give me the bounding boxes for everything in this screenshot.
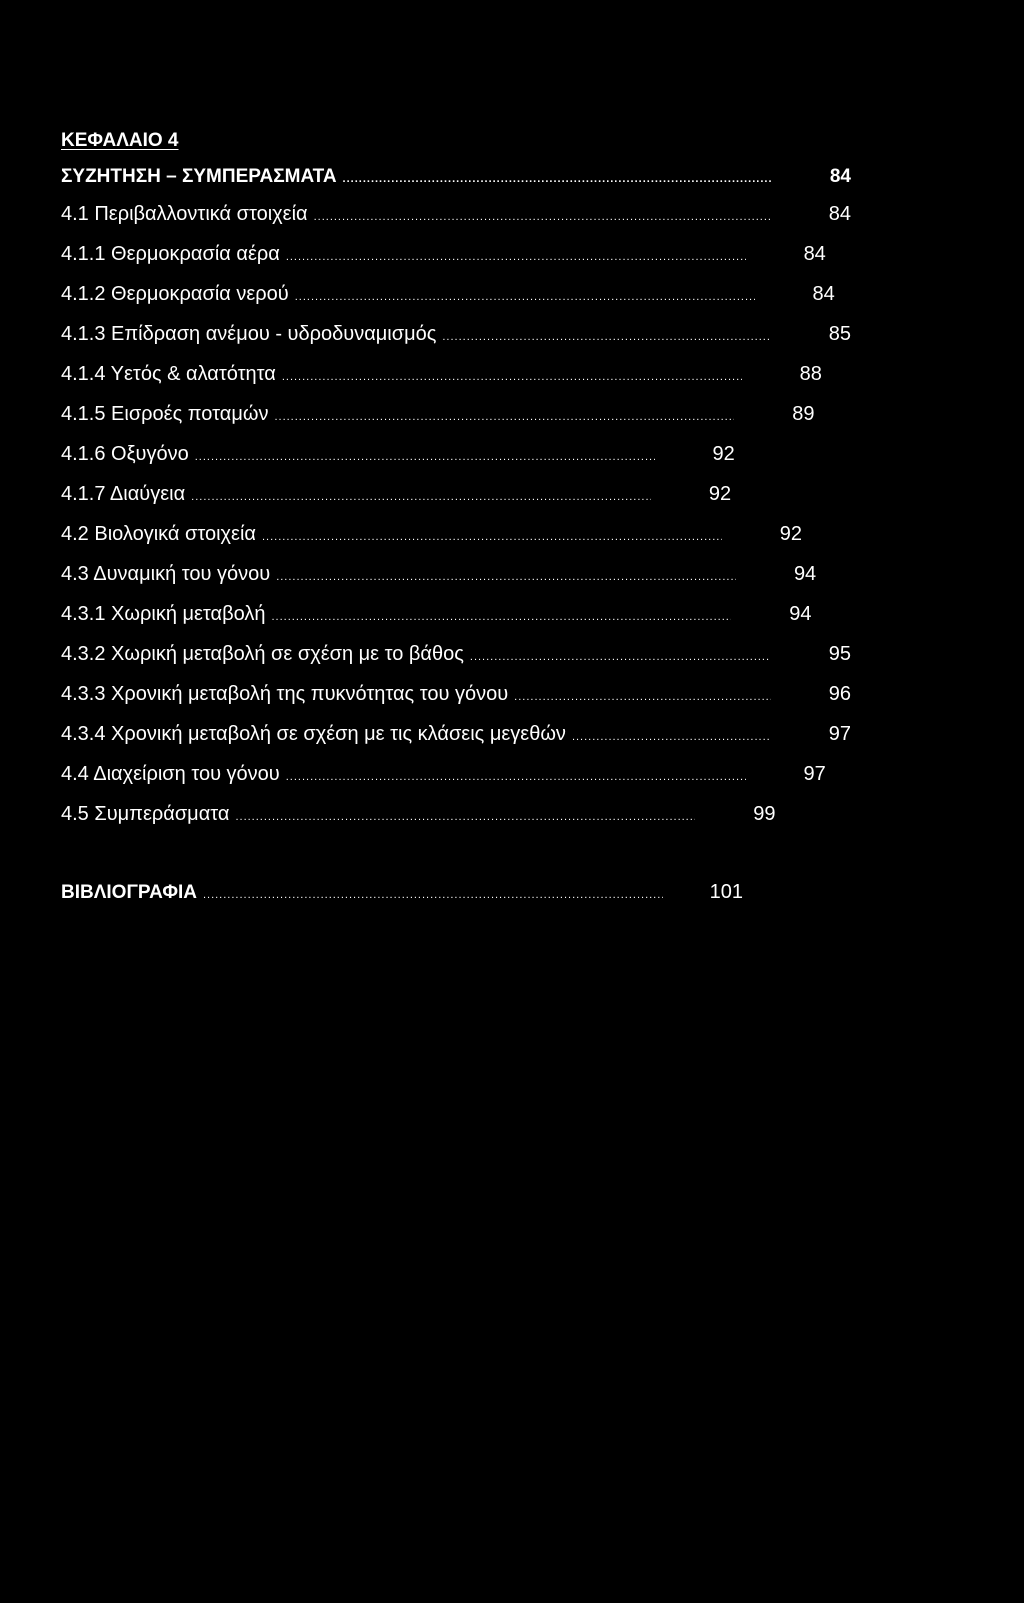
- toc-entry: [61, 594, 851, 634]
- dot-leader: [191, 477, 651, 517]
- toc-entry-page: 84: [803, 243, 826, 265]
- toc-entry-page: 94: [793, 563, 817, 585]
- toc-entry-label: 4.2 Βιολογικά στοιχεία: [61, 523, 256, 545]
- toc-entry-label: ΣΥΖΗΤΗΣΗ – ΣΥΜΠΕΡΑΣΜΑΤΑ: [61, 166, 337, 187]
- toc-entry-label: 4.3.3 Χρονική μεταβολή της πυκνότητας του γόνου: [61, 683, 509, 705]
- dot-leader: [295, 277, 755, 317]
- toc-entry-label: 4.3.2 Χωρική μεταβολή σε σχέση με το βάθος: [61, 643, 464, 665]
- toc-entry: [61, 754, 851, 794]
- toc-entry-bibliography: [61, 872, 851, 912]
- toc-entry-label: 4.1.1 Θερμοκρασία αέρα: [61, 243, 280, 265]
- dot-leader: [514, 677, 771, 717]
- toc-entry-page: 84: [812, 283, 835, 305]
- toc-entry: [61, 474, 851, 514]
- toc-entry: [61, 274, 851, 314]
- toc-entry-label: 4.3 Δυναμική του γόνου: [61, 563, 271, 585]
- toc-entry-page: 92: [712, 443, 735, 465]
- dot-leader: [282, 357, 742, 397]
- toc-entry-label: 4.1.3 Επίδραση ανέμου - υδροδυναμισμός: [61, 323, 437, 345]
- dot-leader: [343, 162, 771, 196]
- dot-leader: [442, 317, 771, 357]
- dot-leader: [314, 197, 771, 237]
- toc-entry-page: 84: [828, 203, 851, 225]
- dot-leader: [286, 237, 746, 277]
- toc-entry-label: 4.1.4 Υετός & αλατότητα: [61, 363, 276, 385]
- toc-entry-label: 4.5 Συμπεράσματα: [61, 803, 230, 825]
- toc-entry-page: 97: [803, 763, 826, 785]
- toc-entry: [61, 314, 851, 354]
- dot-leader: [274, 397, 734, 437]
- toc-entry: [61, 514, 851, 554]
- toc-entry: [61, 674, 851, 714]
- toc-entry: [61, 554, 851, 594]
- toc-entry-label: 4.4 Διαχείριση του γόνου: [61, 763, 280, 785]
- toc-entry-label: 4.1.2 Θερμοκρασία νερού: [61, 283, 289, 305]
- toc-entry-page: 96: [828, 683, 851, 705]
- toc-entry-page: 94: [789, 603, 812, 625]
- toc-entry: [61, 714, 851, 754]
- toc-entry: [61, 234, 851, 274]
- toc-entry-label: 4.1.7 Διαύγεια: [61, 483, 186, 505]
- dot-leader: [572, 717, 771, 757]
- bibliography-label: ΒΙΒΛΙΟΓΡΑΦΙΑ: [61, 882, 197, 903]
- toc-entry-page: 95: [828, 643, 851, 665]
- dot-leader: [235, 797, 695, 837]
- toc-entry-label: 4.3.4 Χρονική μεταβολή σε σχέση με τις κλάσεις μεγεθών: [61, 723, 566, 745]
- dot-leader: [271, 597, 731, 637]
- dot-leader: [470, 637, 771, 677]
- bibliography-page: 101: [709, 881, 743, 903]
- dot-leader: [276, 557, 736, 597]
- table-of-contents: [61, 126, 851, 912]
- chapter-title: ΚΕΦΑΛΑΙΟ 4: [61, 130, 179, 151]
- toc-entry: [61, 194, 851, 234]
- toc-entry: [61, 434, 851, 474]
- toc-entry: [61, 794, 851, 834]
- toc-entry-label: 4.1 Περιβαλλοντικά στοιχεία: [61, 203, 308, 225]
- toc-entry-page: 89: [792, 403, 815, 425]
- toc-entry-page: 92: [779, 523, 802, 545]
- toc-entry-page: 97: [828, 723, 851, 745]
- toc-entry: [61, 394, 851, 434]
- toc-entry-page: 88: [799, 363, 822, 385]
- toc-entry-page: 99: [753, 803, 776, 825]
- toc-entry-label: 4.3.1 Χωρική μεταβολή: [61, 603, 266, 625]
- toc-entry-label: 4.1.5 Εισροές ποταμών: [61, 403, 269, 425]
- toc-entry-page: 84: [829, 166, 851, 187]
- toc-entry: [61, 354, 851, 394]
- toc-entry-section-heading: [61, 160, 851, 194]
- dot-leader: [286, 757, 746, 797]
- dot-leader: [195, 437, 655, 477]
- toc-entry-page: 92: [708, 483, 732, 505]
- toc-entry-page: 85: [828, 323, 851, 345]
- toc-entry: [61, 634, 851, 674]
- dot-leader: [262, 517, 722, 557]
- dot-leader: [203, 875, 663, 915]
- toc-entry-label: 4.1.6 Οξυγόνο: [61, 443, 189, 465]
